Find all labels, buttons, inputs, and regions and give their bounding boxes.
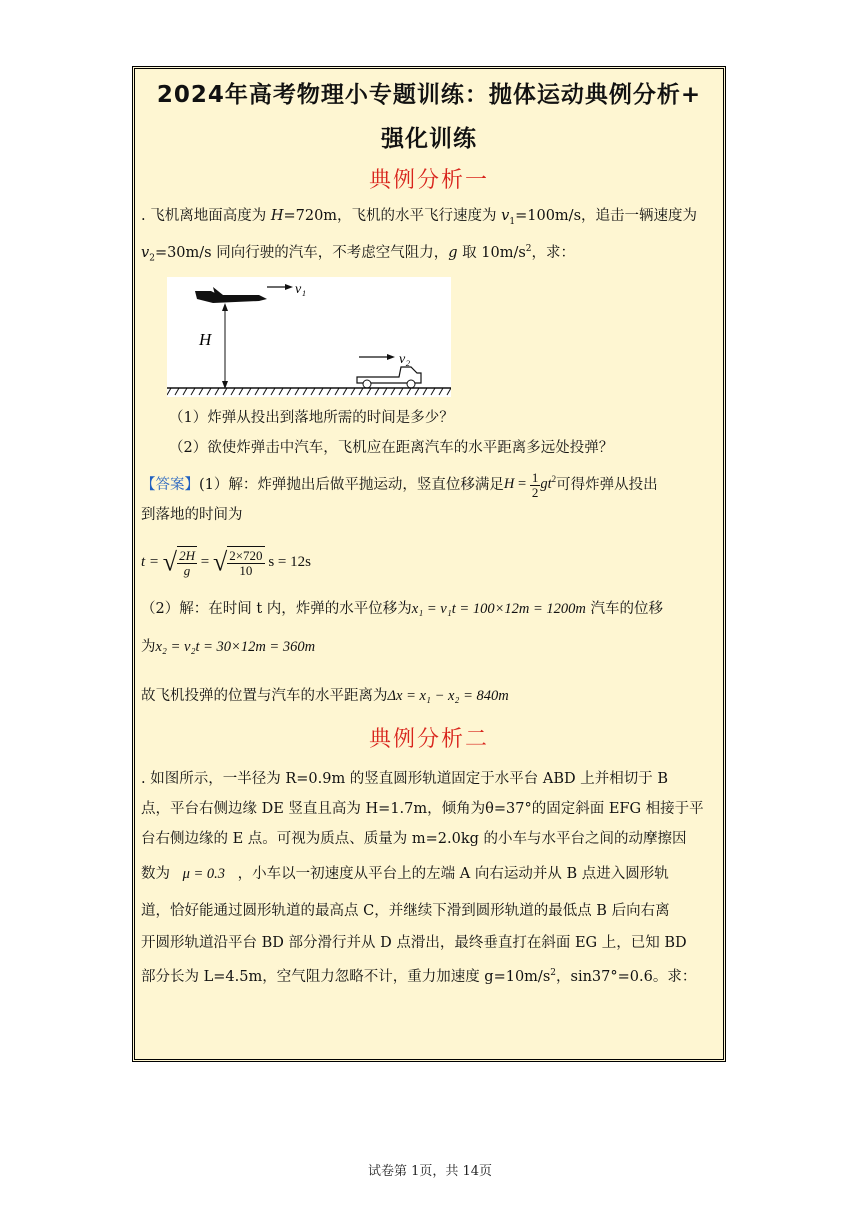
plane-car-figure bbox=[167, 277, 451, 397]
page-footer: 试卷第 1页，共 14页 bbox=[367, 1164, 493, 1179]
H-label: H bbox=[199, 329, 212, 349]
answer-1-part-3 bbox=[141, 674, 717, 718]
section-heading-2: 典例分析二 bbox=[368, 727, 489, 753]
text: ，sin37°=0.6。求： bbox=[556, 969, 697, 985]
text: 汽车的位移 bbox=[585, 601, 663, 618]
question-2: （2）欲使炸弹击中汽车，飞机应在距离汽车的水平距离多远处投弹？ bbox=[169, 439, 614, 456]
title-line-2: 强化训练 bbox=[381, 126, 477, 152]
problem-1-text bbox=[141, 203, 717, 273]
v2-label: v₂ bbox=[399, 351, 411, 367]
t-result: s = 12s bbox=[268, 553, 311, 570]
problem-2-line bbox=[141, 854, 717, 894]
var-v1: v bbox=[501, 208, 510, 224]
question-1: （1）炸弹从投出到落地所需的时间是多少？ bbox=[169, 409, 454, 426]
t-lhs: t = bbox=[141, 553, 160, 570]
section-heading-1: 典例分析一 bbox=[368, 168, 489, 193]
question-frame bbox=[132, 66, 726, 1062]
title-line-1: 2024年高考物理小专题训练：抛体运动典例分析+ bbox=[156, 82, 702, 108]
formula-t: t = √ $\frac{2H}{g}$ = √ $\frac{2\times 720}{10}$ s = 12s bbox=[141, 547, 311, 579]
answer-1-part-1 bbox=[141, 465, 717, 530]
formula-x1: x₁ = v₁t = 100×12m = 1200m bbox=[411, 601, 586, 618]
formula-x2: x₂ = v₂t = 30×12m = 360m bbox=[155, 639, 316, 656]
problem-2-text bbox=[141, 764, 717, 992]
subscript: 1 bbox=[509, 216, 516, 227]
text: 为 bbox=[141, 639, 156, 656]
text: . 飞机离地面高度为 bbox=[141, 208, 271, 224]
text: 取 10m/s bbox=[457, 244, 526, 261]
formula-h-gt2: H = $\frac{1}{2}$ $gt^2$ bbox=[503, 469, 557, 500]
formula-dx: Δx = x₁ − x₂ = 840m bbox=[387, 688, 509, 705]
text: （2）解：在时间 t 内，炸弹的水平位移为 bbox=[141, 601, 412, 618]
text: (1）解：炸弹抛出后做平抛运动，竖直位移满足 bbox=[199, 476, 504, 493]
fraction-2H-g: $\frac{2H}{g}$ bbox=[179, 548, 195, 579]
text: 到落地的时间为 bbox=[141, 506, 243, 523]
subscript: 2 bbox=[149, 253, 155, 264]
answer-1-part-2 bbox=[141, 590, 717, 666]
fraction-2x720-10: $\frac{2\times 720}{10}$ bbox=[229, 548, 263, 579]
text: ，求： bbox=[531, 244, 576, 261]
car-wheel-rear bbox=[363, 380, 371, 388]
text: 故飞机投弹的位置与汽车的水平距离为 bbox=[141, 688, 388, 705]
answer-tag: 【答案】 bbox=[141, 476, 199, 493]
text: ，小车以一初速度从平台上的左端 A 向右运动并从 B 点进入圆形轨 bbox=[233, 866, 669, 883]
problem-2-line: 点，平台右侧边缘 DE 竖直且高为 H=1.7m，倾角为θ=37°的固定斜面 EFG 相接于平 bbox=[141, 801, 704, 818]
formula-mu: μ = 0.3 bbox=[182, 866, 226, 883]
superscript: 2 bbox=[550, 968, 556, 979]
v1-label: v₁ bbox=[295, 281, 307, 297]
text: 可得炸弹从投出 bbox=[556, 476, 658, 493]
problem-2-line bbox=[141, 958, 717, 992]
text: 部分长为 L=4.5m，空气阻力忽略不计，重力加速度 g=10m/s bbox=[141, 969, 551, 985]
fraction-half: $\frac{1}{2}$ bbox=[531, 469, 539, 500]
problem-2-line: . 如图所示，一半径为 R=0.9m 的竖直圆形轨道固定于水平台 ABD 上并相切于 B bbox=[141, 771, 669, 788]
var-H: H bbox=[270, 208, 284, 224]
var-v2: v bbox=[141, 244, 150, 261]
text: 数为 bbox=[141, 866, 175, 883]
page-title bbox=[141, 73, 717, 161]
text: =720m，飞机的水平飞行速度为 bbox=[283, 208, 502, 224]
problem-2-line: 开圆形轨道沿平台 BD 部分滑行并从 D 点滑出，最终垂直打在斜面 EG 上，已知 BD bbox=[141, 935, 687, 952]
t-eq: = bbox=[200, 553, 210, 570]
text: =30m/s 同向行驶的汽车，不考虑空气阻力， bbox=[154, 244, 449, 261]
text: =100m/s，追击一辆速度为 bbox=[515, 208, 698, 224]
problem-2-line: 道，恰好能通过圆形轨道的最高点 C，并继续下滑到圆形轨道的最低点 B 后向右离 bbox=[141, 903, 670, 920]
superscript: 2 bbox=[525, 243, 532, 254]
var-g: g bbox=[448, 244, 458, 261]
car-wheel-front bbox=[407, 380, 415, 388]
problem-2-line: 台右侧边缘的 E 点。可视为质点、质量为 m=2.0kg 的小车与水平台之间的动摩擦因 bbox=[141, 831, 687, 848]
